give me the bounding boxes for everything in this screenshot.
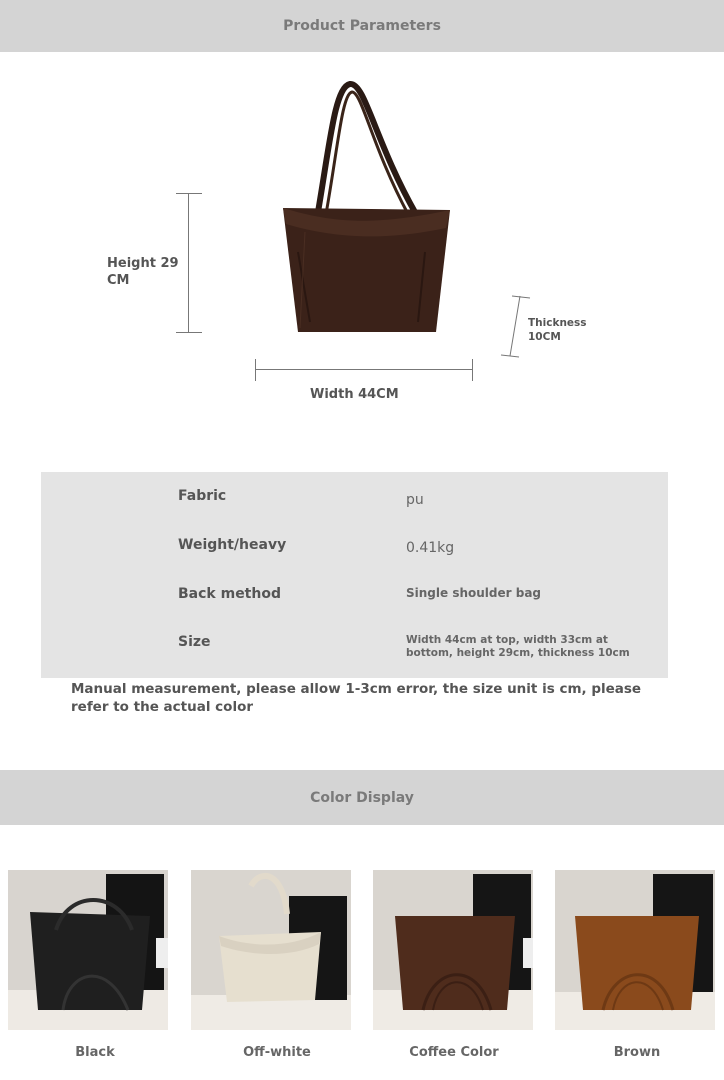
- color-label-off-white: Off-white: [243, 1045, 311, 1060]
- parameters-table: [41, 472, 668, 678]
- param-label-weight: Weight/heavy: [178, 537, 287, 553]
- height-dimension-cap-bottom: [176, 332, 202, 333]
- height-dimension-cap-top: [176, 193, 202, 194]
- param-value-fabric: pu: [406, 492, 424, 508]
- product-parameters-banner: [0, 0, 724, 52]
- product-dimension-figure: [0, 52, 724, 452]
- width-dimension-cap-left: [255, 359, 256, 381]
- color-label-black: Black: [75, 1045, 115, 1060]
- section-title: Color Display: [310, 789, 414, 806]
- measurement-note: Manual measurement, please allow 1-3cm error, the size unit is cm, please refer to the actual color: [71, 681, 642, 715]
- color-swatch-coffee[interactable]: [373, 870, 533, 1030]
- param-label-fabric: Fabric: [178, 488, 227, 504]
- color-swatch-off-white[interactable]: [191, 870, 351, 1030]
- section-title: Product Parameters: [283, 18, 441, 34]
- bag-image-brown: [555, 870, 715, 1030]
- bag-image-off-white: [191, 870, 351, 1030]
- color-display-banner: [0, 770, 724, 825]
- color-swatch-black[interactable]: [8, 870, 168, 1030]
- color-label-coffee: Coffee Color: [409, 1045, 499, 1060]
- bag-image-black: [8, 870, 168, 1030]
- width-dimension-cap-right: [472, 359, 473, 381]
- param-value-weight: 0.41kg: [406, 540, 455, 556]
- color-label-brown: Brown: [613, 1045, 661, 1060]
- param-value-size: Width 44cm at top, width 33cm at bottom, height 29cm, thickness 10cm: [406, 634, 630, 659]
- param-label-size: Size: [178, 634, 211, 650]
- bag-image-coffee: [373, 870, 533, 1030]
- width-dimension-line: [255, 369, 473, 370]
- param-value-back-method: Single shoulder bag: [406, 586, 542, 600]
- height-label: Height 29 CM: [107, 256, 179, 288]
- param-label-back-method: Back method: [178, 586, 281, 602]
- color-swatch-brown[interactable]: [555, 870, 715, 1030]
- thickness-label: Thickness 10CM: [528, 317, 587, 343]
- width-label: Width 44CM: [310, 387, 399, 402]
- height-dimension-line: [188, 193, 189, 333]
